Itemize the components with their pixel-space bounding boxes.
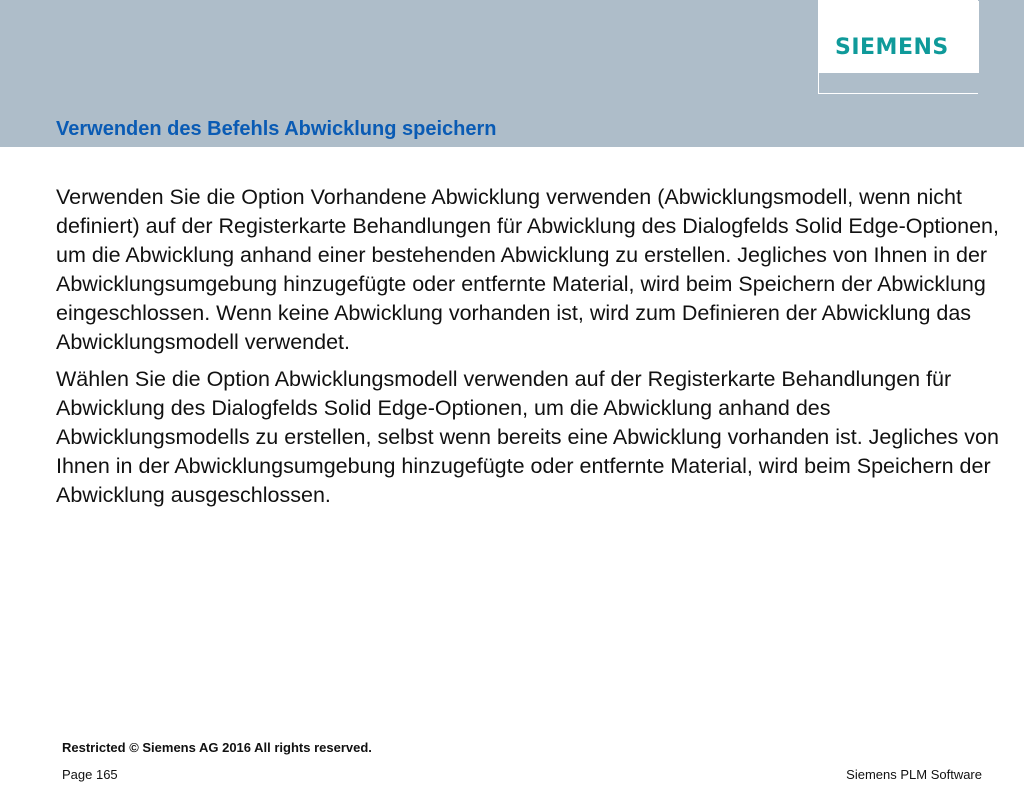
- paragraph-1: Verwenden Sie die Option Vorhandene Abwicklung verwenden (Abwicklungsmodell, wenn nicht definiert) auf der Registerkarte Behandlungen für Abwicklung des Dialogfelds Solid Edge-Optionen, um die Abwicklung anhand einer bestehenden Abwicklung zu erstellen. Jegliches von Ihnen in der Abwicklungsumgebung hinzugefügte oder entfernte Material, wird beim Speichern der Abwicklung eingeschlossen. Wenn keine Abwicklung vorhanden ist, wird zum Definieren der Abwicklung das Abwicklungsmodell verwendet.: [56, 185, 999, 354]
- page-number: Page 165: [62, 767, 118, 782]
- siemens-logo: [818, 0, 978, 94]
- logo-divider: [819, 73, 979, 93]
- footer-restricted: Restricted © Siemens AG 2016 All rights reserved.: [62, 740, 372, 755]
- footer-company: Siemens PLM Software: [846, 767, 982, 782]
- paragraph-2: Wählen Sie die Option Abwicklungsmodell verwenden auf der Registerkarte Behandlungen für Abwicklung des Dialogfelds Solid Edge-Optionen, um die Abwicklung anhand des Abwicklungsmodells zu erstellen, selbst wenn bereits eine Abwicklung vorhanden ist. Jegliches von Ihnen in der Abwicklungsumgebung hinzugefügte oder entfernte Material, wird beim Speichern der Abwicklung ausgeschlossen.: [56, 367, 999, 507]
- body-text: [56, 183, 1001, 518]
- slide-title: Verwenden des Befehls Abwicklung speichern: [56, 118, 497, 140]
- logo-text: SIEMENS: [835, 35, 949, 60]
